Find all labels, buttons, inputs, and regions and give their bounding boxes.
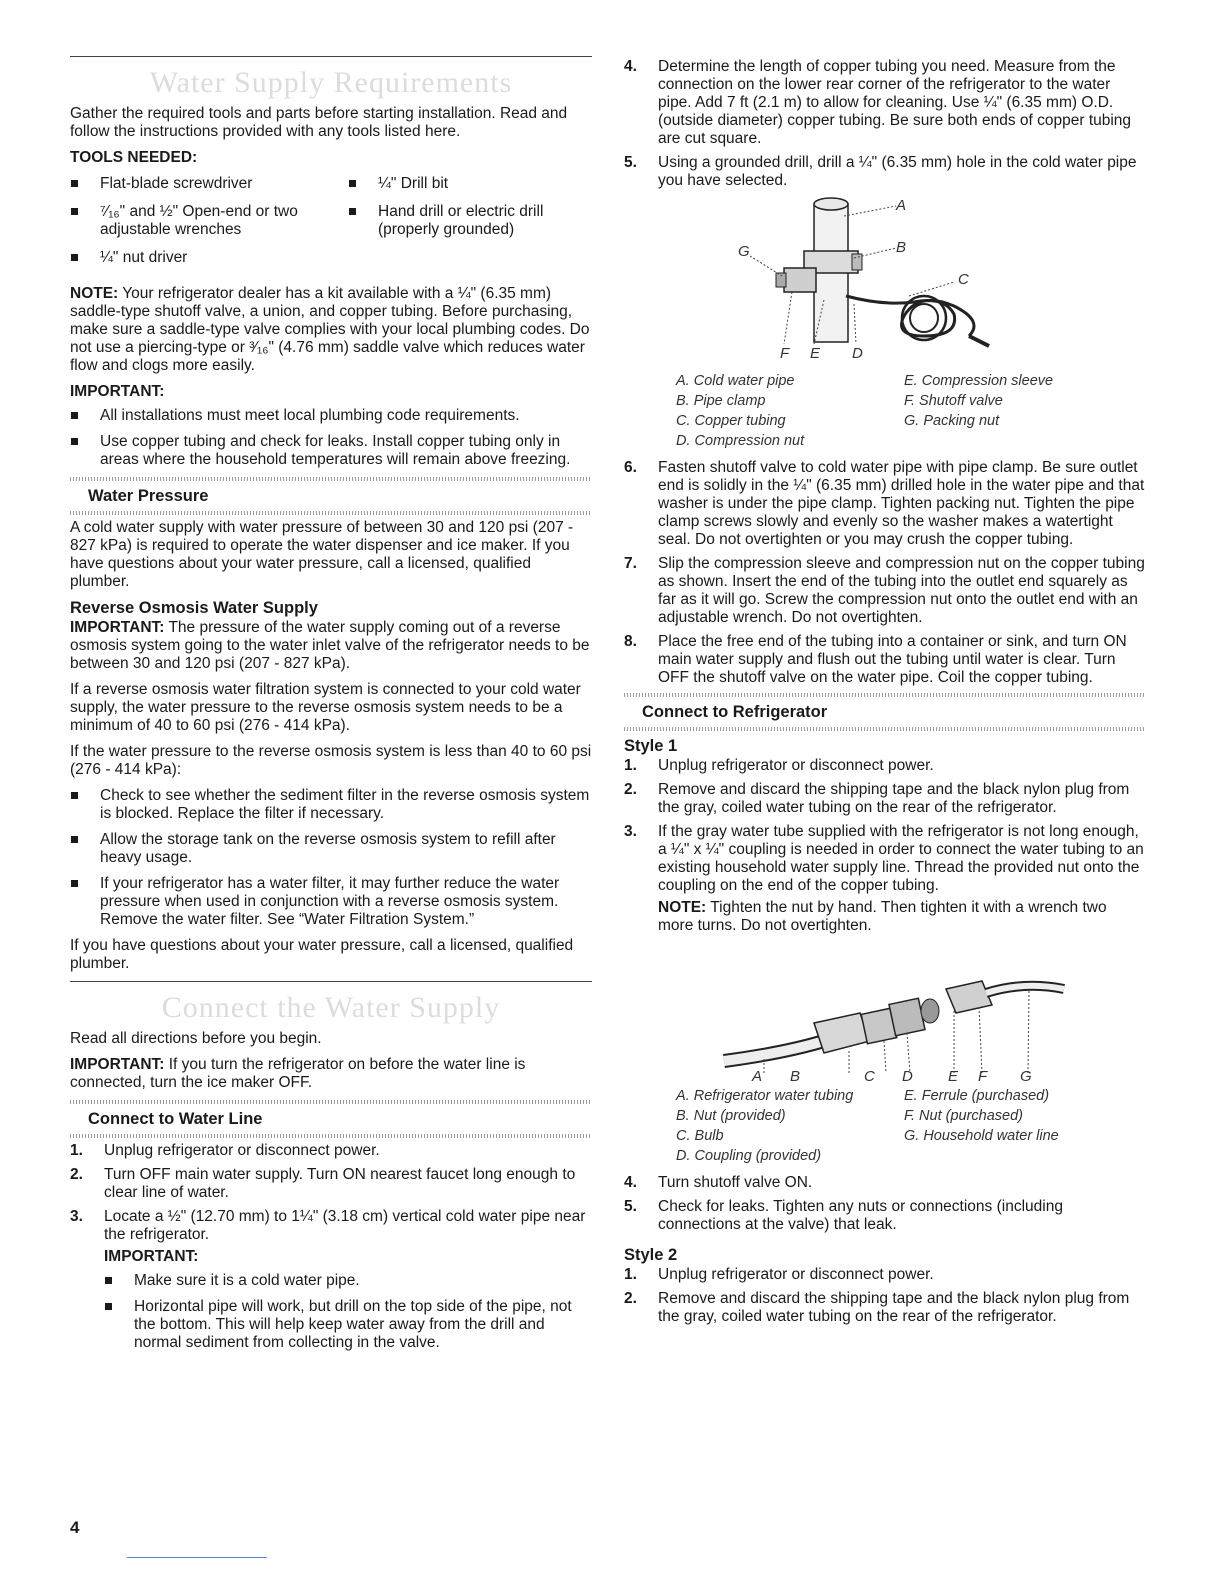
step-item — [624, 1290, 1146, 1326]
step-text: Check for leaks. Tighten any nuts or connections (including connections at the valve) that leak. — [658, 1198, 1063, 1233]
water-line-title: Connect to Water Line — [88, 1110, 263, 1128]
important-item: Use copper tubing and check for leaks. Install copper tubing only in areas where the household temperatures will remain above freezing. — [70, 433, 592, 469]
connect-fridge-title: Connect to Refrigerator — [642, 703, 828, 721]
important-heading: IMPORTANT: — [70, 383, 165, 400]
step-text: Remove and discard the shipping tape and the black nylon plug from the gray, coiled water tubing on the rear of the refrigerator. — [658, 781, 1130, 816]
step-text: Fasten shutoff valve to cold water pipe with pipe clamp. Be sure outlet end is solidly in the ¼" (6.35 mm) drilled hole in the water pipe and that washer is under the pipe clamp. Tighten packing nut. Tighten the pipe clamp screws slowly and evenly so the washer makes a watertight seal. Do not overtighten or you may crush the copper tubing. — [658, 459, 1145, 548]
step-item — [624, 823, 1146, 935]
connect-important-text: If you turn the refrigerator on before the water line is connected, turn the ice maker OFF. — [70, 1056, 526, 1091]
ro-para-2: If a reverse osmosis water filtration system is connected to your cold water supply, the water pressure to the reverse osmosis system needs to be a minimum of 40 to 60 psi (276 - 414 kPa). — [70, 681, 581, 734]
step-item — [624, 757, 1146, 775]
dotted-divider — [70, 511, 592, 515]
section-rule — [70, 981, 592, 982]
dotted-divider — [70, 477, 592, 481]
coupling-figure — [624, 941, 1146, 1166]
step-item — [70, 1142, 592, 1160]
figure-label: G — [1020, 1068, 1032, 1081]
figure-label: E — [948, 1068, 959, 1081]
step-number: 1. — [624, 757, 637, 774]
step-item — [624, 459, 1146, 549]
step-item — [624, 154, 1146, 190]
ro-item: Allow the storage tank on the reverse osmosis system to refill after heavy usage. — [70, 831, 592, 867]
step-item — [70, 1166, 592, 1202]
caption: F. Shutoff valve — [904, 393, 1003, 409]
step-item — [624, 781, 1146, 817]
step-text: Locate a ½" (12.70 mm) to 1¼" (3.18 cm) vertical cold water pipe near the refrigerator. — [104, 1208, 586, 1243]
caption: G. Packing nut — [904, 413, 1000, 429]
step-text: Turn shutoff valve ON. — [658, 1174, 813, 1191]
caption: A. Refrigerator water tubing — [676, 1088, 854, 1104]
tools-list — [70, 175, 592, 275]
caption: F. Nut (purchased) — [904, 1108, 1024, 1124]
caption: E. Ferrule (purchased) — [904, 1088, 1050, 1104]
step-text: Unplug refrigerator or disconnect power. — [104, 1142, 380, 1159]
figure-label: A — [752, 1068, 763, 1081]
caption: B. Pipe clamp — [676, 393, 766, 409]
step-number: 6. — [624, 459, 637, 476]
important-label: IMPORTANT: — [70, 619, 165, 636]
figure-captions — [676, 371, 1146, 451]
right-column — [624, 58, 1146, 1332]
step-number: 1. — [624, 1266, 637, 1283]
step-number: 7. — [624, 555, 637, 572]
caption: C. Bulb — [676, 1128, 724, 1144]
step-number: 5. — [624, 154, 637, 171]
water-pressure-para: A cold water supply with water pressure of between 30 and 120 psi (207 - 827 kPa) is required to operate the water dispenser and ice maker. If you have questions about your water pressure, call a licensed, qualified plumber. — [70, 519, 574, 590]
ro-para-3: If the water pressure to the reverse osmosis system is less than 40 to 60 psi (276 - 414 kPa): — [70, 743, 592, 778]
step-item — [624, 555, 1146, 627]
caption: C. Copper tubing — [676, 413, 786, 429]
style1-title: Style 1 — [624, 737, 678, 755]
ro-item: If your refrigerator has a water filter, it may further reduce the water pressure when used in conjunction with a reverse osmosis system. Remove the water filter. See “Water Filtration System.” — [70, 875, 592, 929]
step-text: Turn OFF main water supply. Turn ON nearest faucet long enough to clear line of water. — [104, 1166, 576, 1201]
step-item — [624, 1266, 1146, 1284]
step-number: 2. — [624, 1290, 637, 1307]
figure-captions — [676, 1086, 1146, 1166]
figure-label: G — [738, 243, 750, 260]
step-text: Slip the compression sleeve and compression nut on the copper tubing as shown. Insert the end of the tubing into the outlet end squarely as far as it will go. Screw the compression nut onto the outlet end with an adjustable wrench. Do not overtighten. — [658, 555, 1145, 626]
figure-label: D — [852, 345, 863, 362]
step-item — [624, 633, 1146, 687]
figure-label: E — [810, 345, 821, 362]
step-item — [624, 58, 1146, 148]
step-number: 3. — [70, 1208, 83, 1225]
step-text: If the gray water tube supplied with the refrigerator is not long enough, a ¼" x ¼" coupling is needed in order to connect the water tubing to an existing household water supply line. Thread the provided nut onto the coupling on the end of the copper tubing. — [658, 823, 1144, 894]
caption: D. Coupling (provided) — [676, 1148, 822, 1164]
connect-supply-title: Connect the Water Supply — [161, 991, 501, 1024]
step-number: 5. — [624, 1198, 637, 1215]
style2-title: Style 2 — [624, 1246, 678, 1264]
shutoff-valve-illustration — [624, 196, 1146, 366]
pressure-closing: If you have questions about your water pressure, call a licensed, qualified plumber. — [70, 937, 574, 972]
figure-label: D — [902, 1068, 913, 1081]
step-number: 2. — [70, 1166, 83, 1183]
figure-label: F — [978, 1068, 988, 1081]
connect-intro: Read all directions before you begin. — [70, 1030, 322, 1047]
footer-line — [127, 1557, 267, 1558]
figure-label: C — [864, 1068, 875, 1081]
tool-item: ¼" Drill bit — [348, 175, 592, 193]
dotted-divider — [624, 693, 1146, 697]
tool-item: ¼" nut driver — [70, 249, 348, 267]
kit-note — [70, 285, 592, 375]
dotted-divider — [70, 1100, 592, 1104]
fridge-note — [658, 899, 1146, 935]
step-text: Place the free end of the tubing into a container or sink, and turn ON main water supply and flush out the tubing until water is clear. Turn OFF the shutoff valve on the water pipe. Coil the copper tubing. — [658, 633, 1127, 686]
important-item: All installations must meet local plumbing code requirements. — [70, 407, 592, 425]
figure-label: F — [780, 345, 790, 362]
step-text: Using a grounded drill, drill a ¼" (6.35 mm) hole in the cold water pipe you have selected. — [658, 154, 1137, 189]
step-text: Unplug refrigerator or disconnect power. — [658, 757, 934, 774]
important-label: IMPORTANT: — [70, 1056, 165, 1073]
caption: G. Household water line — [904, 1128, 1059, 1144]
figure-label: C — [958, 271, 969, 288]
step-number: 4. — [624, 1174, 637, 1191]
step3-item: Horizontal pipe will work, but drill on the top side of the pipe, not the bottom. This will help keep water away from the drill and normal sediment from collecting in the valve. — [104, 1298, 592, 1352]
caption: A. Cold water pipe — [676, 373, 795, 389]
water-supply-title: Water Supply Requirements — [149, 66, 513, 99]
step-item — [624, 1174, 1146, 1192]
step-text: Unplug refrigerator or disconnect power. — [658, 1266, 934, 1283]
step-number: 3. — [624, 823, 637, 840]
step-number: 2. — [624, 781, 637, 798]
water-supply-intro: Gather the required tools and parts before starting installation. Read and follow the instructions provided with any tools listed here. — [70, 105, 568, 140]
note-text: Your refrigerator dealer has a kit available with a ¼" (6.35 mm) saddle-type shutoff valve, a union, and copper tubing. Before purchasing, make sure a saddle-type valve complies with your local plumbing codes. Do not use a piercing-type or ³⁄₁₆" (4.76 mm) saddle valve which reduces water flow and clogs more easily. — [70, 285, 590, 374]
ro-important-text: The pressure of the water supply coming out of a reverse osmosis system going to the water inlet valve of the refrigerator needs to be between 30 and 120 psi (207 - 827 kPa). — [70, 619, 590, 672]
step-text: Remove and discard the shipping tape and the black nylon plug from the gray, coiled water tubing on the rear of the refrigerator. — [658, 1290, 1130, 1325]
coupling-illustration — [624, 941, 1146, 1081]
step-item — [624, 1198, 1146, 1234]
left-column — [70, 56, 592, 1360]
tools-heading: TOOLS NEEDED: — [70, 149, 198, 166]
dotted-divider — [70, 1134, 592, 1138]
step-text: Determine the length of copper tubing you need. Measure from the connection on the lower rear corner of the refrigerator to the water pipe. Add 7 ft (2.1 m) to allow for cleaning. Use ¼" (6.35 mm) O.D. (outside diameter) copper tubing. Be sure both ends of copper tubing are cut square. — [658, 58, 1132, 147]
ro-title: Reverse Osmosis Water Supply — [70, 599, 318, 617]
figure-label: B — [896, 239, 907, 256]
dotted-divider — [624, 727, 1146, 731]
figure-label: B — [790, 1068, 801, 1081]
step-number: 4. — [624, 58, 637, 75]
section-rule — [70, 56, 592, 57]
tool-item: Flat-blade screwdriver — [70, 175, 348, 193]
caption: D. Compression nut — [676, 433, 805, 449]
caption: B. Nut (provided) — [676, 1108, 786, 1124]
tool-item: Hand drill or electric drill (properly grounded) — [348, 203, 592, 239]
caption: E. Compression sleeve — [904, 373, 1054, 389]
step3-important: IMPORTANT: — [104, 1248, 199, 1265]
step-number: 1. — [70, 1142, 83, 1159]
ro-important — [70, 619, 592, 673]
note-text: Tighten the nut by hand. Then tighten it with a wrench two more turns. Do not overtighten. — [658, 899, 1107, 934]
step3-item: Make sure it is a cold water pipe. — [104, 1272, 592, 1290]
connect-important — [70, 1056, 592, 1092]
note-label: NOTE: — [70, 285, 119, 302]
step-number: 8. — [624, 633, 637, 650]
ro-item: Check to see whether the sediment filter in the reverse osmosis system is blocked. Replace the filter if necessary. — [70, 787, 592, 823]
tool-item: ⁷⁄₁₆" and ½" Open-end or two adjustable wrenches — [70, 203, 348, 239]
figure-label: A — [896, 197, 907, 214]
water-pressure-title: Water Pressure — [88, 487, 209, 505]
shutoff-valve-figure — [624, 196, 1146, 451]
note-label: NOTE: — [658, 899, 707, 916]
step-item — [70, 1208, 592, 1352]
page-number: 4 — [70, 1518, 80, 1537]
